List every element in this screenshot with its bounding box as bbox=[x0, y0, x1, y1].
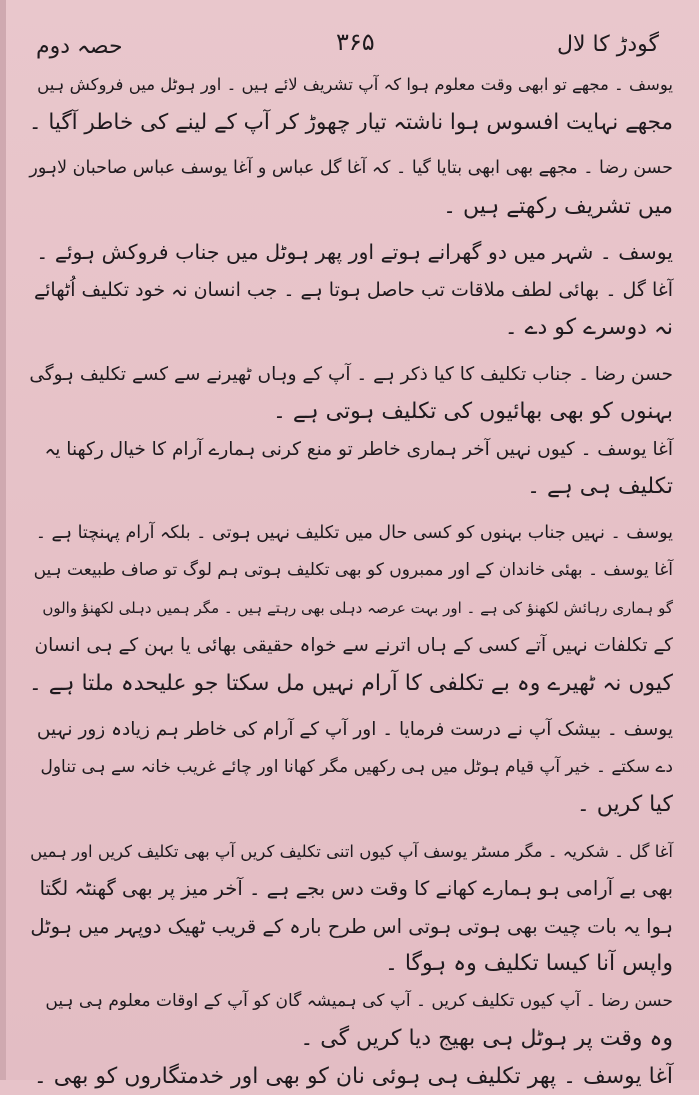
text-line: نہ دوسرے کو دے ۔ bbox=[28, 309, 673, 347]
text-line: آغا یوسف ۔ پھر تکلیف ہی ہوئی نان کو بھی اور خدمتگاروں کو بھی ۔ bbox=[28, 1058, 673, 1095]
text-line: گو ہماری رہائش لکھنؤ کی ہے ۔ اور بہت عرصہ دہلی بھی رہتے ہیں ۔ مگر ہمیں دہلی لکھنؤ والوں bbox=[28, 590, 673, 628]
text-line: یوسف ۔ مجھے تو ابھی وقت معلوم ہوا کہ آپ تشریف لائے ہیں ۔ اور ہوٹل میں فروکش ہیں bbox=[28, 66, 673, 104]
text-line: آغا یوسف ۔ بھئی خاندان کے اور ممبروں کو بھی تکلیف ہوتی ہم لوگ تو صاف طبیعت ہیں bbox=[28, 552, 673, 590]
text-line: ہوا یہ بات چیت بھی ہوتی ہوتی اس طرح بارہ کے قریب ٹھیک دوپہر میں ہوٹل bbox=[28, 908, 673, 946]
text-line: وہ وقت پر ہوٹل ہی بھیج دیا کریں گی ۔ bbox=[28, 1020, 673, 1058]
text-line: کے تکلفات نہیں آتے کسی کے ہاں اترنے سے خواہ حقیقی بھائی یا بہن کے ہی انسان bbox=[28, 627, 673, 665]
text-line: تکلیف ہی ہے ۔ bbox=[28, 468, 673, 506]
text-line: میں تشریف رکھتے ہیں ۔ bbox=[28, 188, 673, 226]
text-line: یوسف ۔ بیشک آپ نے درست فرمایا ۔ اور آپ کے آرام کی خاطر ہم زیادہ زور نہیں bbox=[28, 711, 673, 749]
page-number: ۳۶۵ bbox=[336, 28, 375, 56]
text-line: کیا کریں ۔ bbox=[28, 786, 673, 824]
text-line: حسن رضا ۔ آپ کیوں تکلیف کریں ۔ آپ کی ہمیشہ گان کو آپ کے اوقات معلوم ہی ہیں bbox=[28, 983, 673, 1021]
text-line: کیوں نہ ٹھیرے وہ بے تکلفی کا آرام نہیں مل سکتا جو علیحدہ ملتا ہے ۔ bbox=[28, 665, 673, 703]
text-line: آغا گل ۔ بھائی لطف ملاقات تب حاصل ہوتا ہے ۔ جب انسان نہ خود تکلیف اُٹھائے bbox=[28, 272, 673, 310]
text-line: واپس آنا کیسا تکلیف وہ ہوگا ۔ bbox=[28, 945, 673, 983]
page-body bbox=[28, 66, 673, 1095]
text-line: دے سکتے ۔ خیر آپ قیام ہوٹل میں ہی رکھیں مگر کھانا اور چائے غریب خانہ سے ہی تناول bbox=[28, 749, 673, 787]
text-line: حسن رضا ۔ جناب تکلیف کا کیا ذکر ہے ۔ آپ کے وہاں ٹھیرنے سے کسے تکلیف ہوگی bbox=[28, 356, 673, 394]
text-line: حسن رضا ۔ مجھے بھی ابھی بتایا گیا ۔ کہ آغا گل عباس و آغا یوسف عباس صاحبان لاہور bbox=[28, 150, 673, 188]
book-title: گودڑ کا لال bbox=[557, 32, 659, 57]
text-line: مجھے نہایت افسوس ہوا ناشتہ تیار چھوڑ کر آپ کے لینے کی خاطر آگیا ۔ bbox=[28, 104, 673, 142]
text-line: بھی بے آرامی ہو ہمارے کھانے کا وقت دس بجے ہے ۔ آخر میز پر بھی گھنٹہ لگتا bbox=[28, 870, 673, 908]
text-line: یوسف ۔ نہیں جناب بہنوں کو کسی حال میں تکلیف نہیں ہوتی ۔ بلکہ آرام پہنچتا ہے ۔ bbox=[28, 515, 673, 553]
text-line: یوسف ۔ شہر میں دو گھرانے ہوتے اور پھر ہوٹل میں جناب فروکش ہوئے ۔ bbox=[28, 234, 673, 272]
text-line: آغا یوسف ۔ کیوں نہیں آخر ہماری خاطر تو منع کرنی ہمارے آرام کا خیال رکھنا یہ bbox=[28, 431, 673, 469]
text-line: آغا گل ۔ شکریہ ۔ مگر مسٹر یوسف آپ کیوں اتنی تکلیف کریں آپ بھی تکلیف کریں اور ہمیں bbox=[28, 833, 673, 871]
text-line: بہنوں کو بھی بھائیوں کی تکلیف ہوتی ہے ۔ bbox=[28, 393, 673, 431]
page-header bbox=[26, 28, 659, 64]
part-label: حصہ دوم bbox=[36, 34, 123, 59]
